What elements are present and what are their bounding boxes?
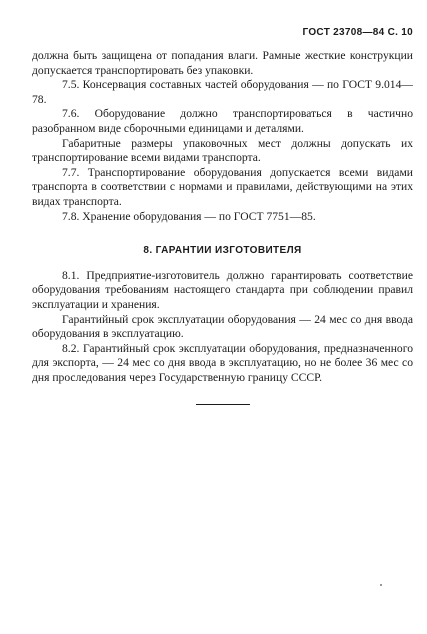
end-divider (196, 404, 250, 405)
section-title: 8. ГАРАНТИИ ИЗГОТОВИТЕЛЯ (143, 245, 302, 257)
document-body (32, 49, 413, 405)
scan-speck (380, 584, 382, 586)
paragraph: 7.5. Консервация составных частей оборудования — по ГОСТ 9.014—78. (32, 78, 413, 106)
paragraph: 8.2. Гарантийный срок эксплуатации оборудования, предназначенного для экспорта, — 24 мес со дня ввода в эксплуатацию, но не более 36 мес со дня проследования через Государственную границу СССР. (32, 341, 413, 384)
paragraph: Гарантийный срок эксплуатации оборудования — 24 мес со дня ввода оборудования в эксплуатацию. (32, 312, 413, 341)
paragraph: 7.7. Транспортирование оборудования допускается всеми видами транспорта в соответствии с нормами и правилами, действующими на этих видах транспорта. (32, 165, 413, 208)
paragraph: должна быть защищена от попадания влаги. Рамные жесткие конструкции допускается транспортировать без упаковки. (32, 49, 413, 77)
paragraph: 7.6. Оборудование должно транспортироваться в частично разобранном виде сборочными единицами и деталями. (32, 107, 413, 135)
paragraph: 7.8. Хранение оборудования — по ГОСТ 7751—85. (62, 209, 316, 223)
section-7-text (32, 49, 413, 224)
page-header: ГОСТ 23708—84 С. 10 (302, 27, 413, 38)
paragraph: 8.1. Предприятие-изготовитель должно гарантировать соответствие оборудования требованиям настоящего стандарта при соблюдении правил эксплуатации и хранения. (32, 268, 413, 311)
paragraph: Габаритные размеры упаковочных мест должны допускать их транспортирование всеми видами транспорта. (32, 136, 413, 165)
section-8-text (32, 269, 413, 386)
